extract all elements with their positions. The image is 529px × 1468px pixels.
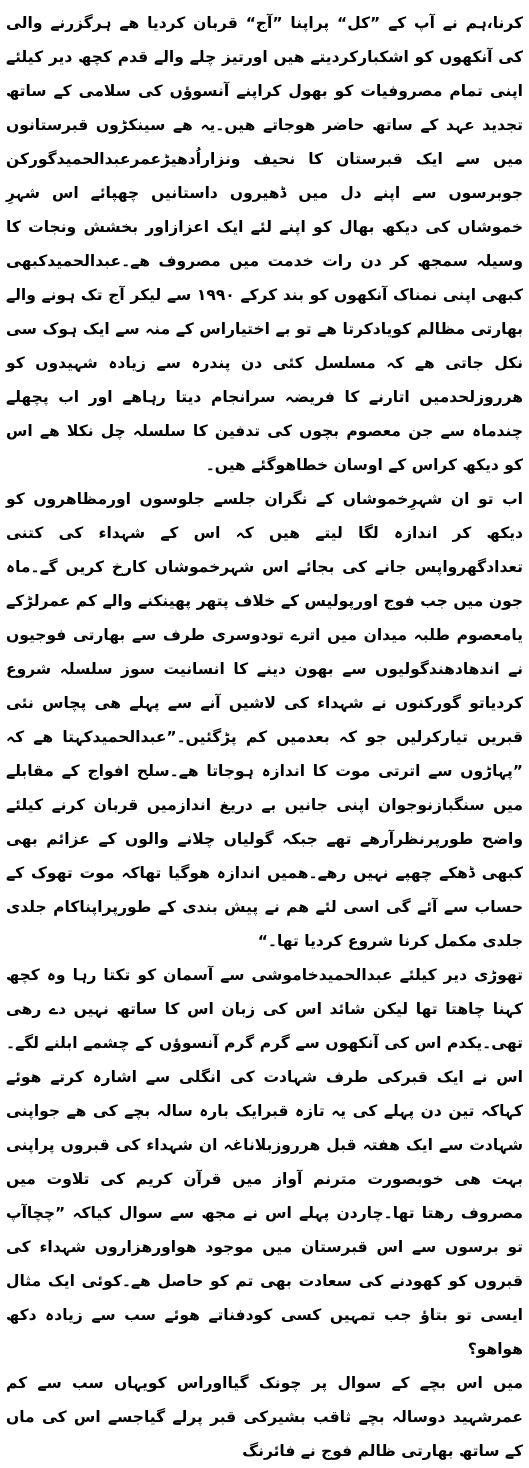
article-paragraph-1: کرنا،ہم نے آپ کے ”کل“ پراپنا ”آج“ قربان کردیا ھے ہرگزرنے والی کی آنکھوں کو اشکبارکردیتے ھیں اورتیز چلے والے قدم کچھ دیر کیلئے اپنی تمام مصروفیات کو بھول کراپنے آنسوؤں کی سلامی کے ساتھ تجدید عہد کے ساتھ حاضر ھوجاتے ھیں۔یہ ھے سینکڑوں قبرستانوں میں سے ایک قبرستان کا نحیف ونزاراُدھیڑعمرعبدالحمیدگورکن جوبرسوں سے اپنے دل میں ڈھیروں داستانیں چھپائے اس شہرِ خموشاں کی دیکھ بھال کو اپنے لئے ایک اعزازاور بخشش ونجات کا وسیلہ سمجھ کر دن رات خدمت میں مصروف ھے۔عبدالحمیدکبھی کبھی اپنی نمناک آنکھوں کو بند کرکے ۱۹۹۰ سے لیکر آج تک ہونے والے بھارتی مظالم کویادکرتا ھے تو بے اختیاراس کے منہ سے ایک ہوک سی نکل جاتی ھے کہ مسلسل کئی دن پندرہ سے زیادہ شہیدوں کو ھرروزلحدمیں اتارنے کا فریضہ سرانجام دیتا رہاھے اور اب پچھلے چندماہ سے جن معصوم بچوں کی تدفین کا سلسلہ چل نکلا ھے اس کو دیکھ کراس کے اوسان خطاھوگئے ھیں۔: [6, 14, 524, 474]
article-paragraph-3: تھوڑی دیر کیلئے عبدالحمیدخاموشی سے آسمان کو تکتا رہا وہ کچھ کہنا چاھتا تھا لیکن شائد اس کی زبان اس کا ساتھ نہیں دے رھی تھی۔یکدم اس کی آنکھوں سے گرم گرم آنسوؤں کے چشمے ابلنے لگے۔اس نے ایک قبرکی طرف شہادت کی انگلی سے اشارہ کرتے ھوئے کہاکہ تین دن پہلے کی یہ تازہ قبرایک بارہ سالہ بچے کی ھے جواپنی شہادت سے ایک ھفتہ قبل ھرروزبلاناغہ ان شہداء کی قبروں پراپنی بہت ھی خوبصورت مترنم آواز میں قرآن کریم کی تلاوت میں مصروف رھتا تھا۔چاردن پہلے اس نے مجھ سے سوال کیاکہ ”چچاآپ تو برسوں سے اس قبرستان میں موجود ھواورھزاروں شہداء کی قبروں کو کھودنے کی سعادت بھی تم کو حاصل ھے۔کوئی ایک مثال ایسی تو بتاؤ جب تمہیں کسی کودفناتے ھوئے سب سے زیادہ دکھ ھواھو؟: [6, 966, 523, 1358]
article-paragraph-4: میں اس بچے کے سوال پر چونک گیااوراس کویہاں سب سے کم عمرشہید دوسالہ بچے ثاقب بشیرکی قبر پرلے گیاجسے اس کی ماں کے ساتھ بھارتی ظالم فوج نے فائرنگ: [6, 1374, 523, 1460]
article-paragraph-2: اب تو ان شہرِخموشاں کے نگران جلسے جلوسوں اورمظاھروں کو دیکھ کر اندازہ لگا لیتے ھیں کہ اس کے شہداء کی کتنی تعدادگھرواپس جانے کی بجائے اس شہرخموشاں کارخ کریں گے۔ماہ جون میں جب فوج اورپولیس کے خلاف پتھر پھینکنے والے کم عمرلڑکے یامعصوم طلبہ میدان میں اترے تودوسری طرف سے بھارتی فوجیوں نے اندھادھندگولیوں سے بھون دینے کا انسانیت سوز سلسلہ شروع کردیاتو گورکنوں نے شہداء کی لاشیں آنے سے پہلے ھی پچاس نئی قبریں تیارکرلیں جو کہ بعدمیں کم پڑگئیں۔”عبدالحمیدکہتا ھے کہ ”پہاڑوں سے اترتی موت کا اندازہ ہوجاتا ھے۔سلح افواج کے مقابلے میں سنگبازنوجوان اپنی جانیں بے دریغ اندازمیں قربان کرنے کیلئے واضح طورپرنظرآرھے تھے جبکہ گولیاں چلانے والوں کے عزائم بھی کبھی ڈھکے چھپے نہیں رھے۔ھمیں اندازہ ھوگیا تھاکہ موت تھوک کے حساب سے آئے گی اسی لئے ھم نے پیش بندی کے طورپراپناکام جلدی جلدی مکمل کرنا شروع کردیا تھا۔“: [6, 490, 523, 950]
